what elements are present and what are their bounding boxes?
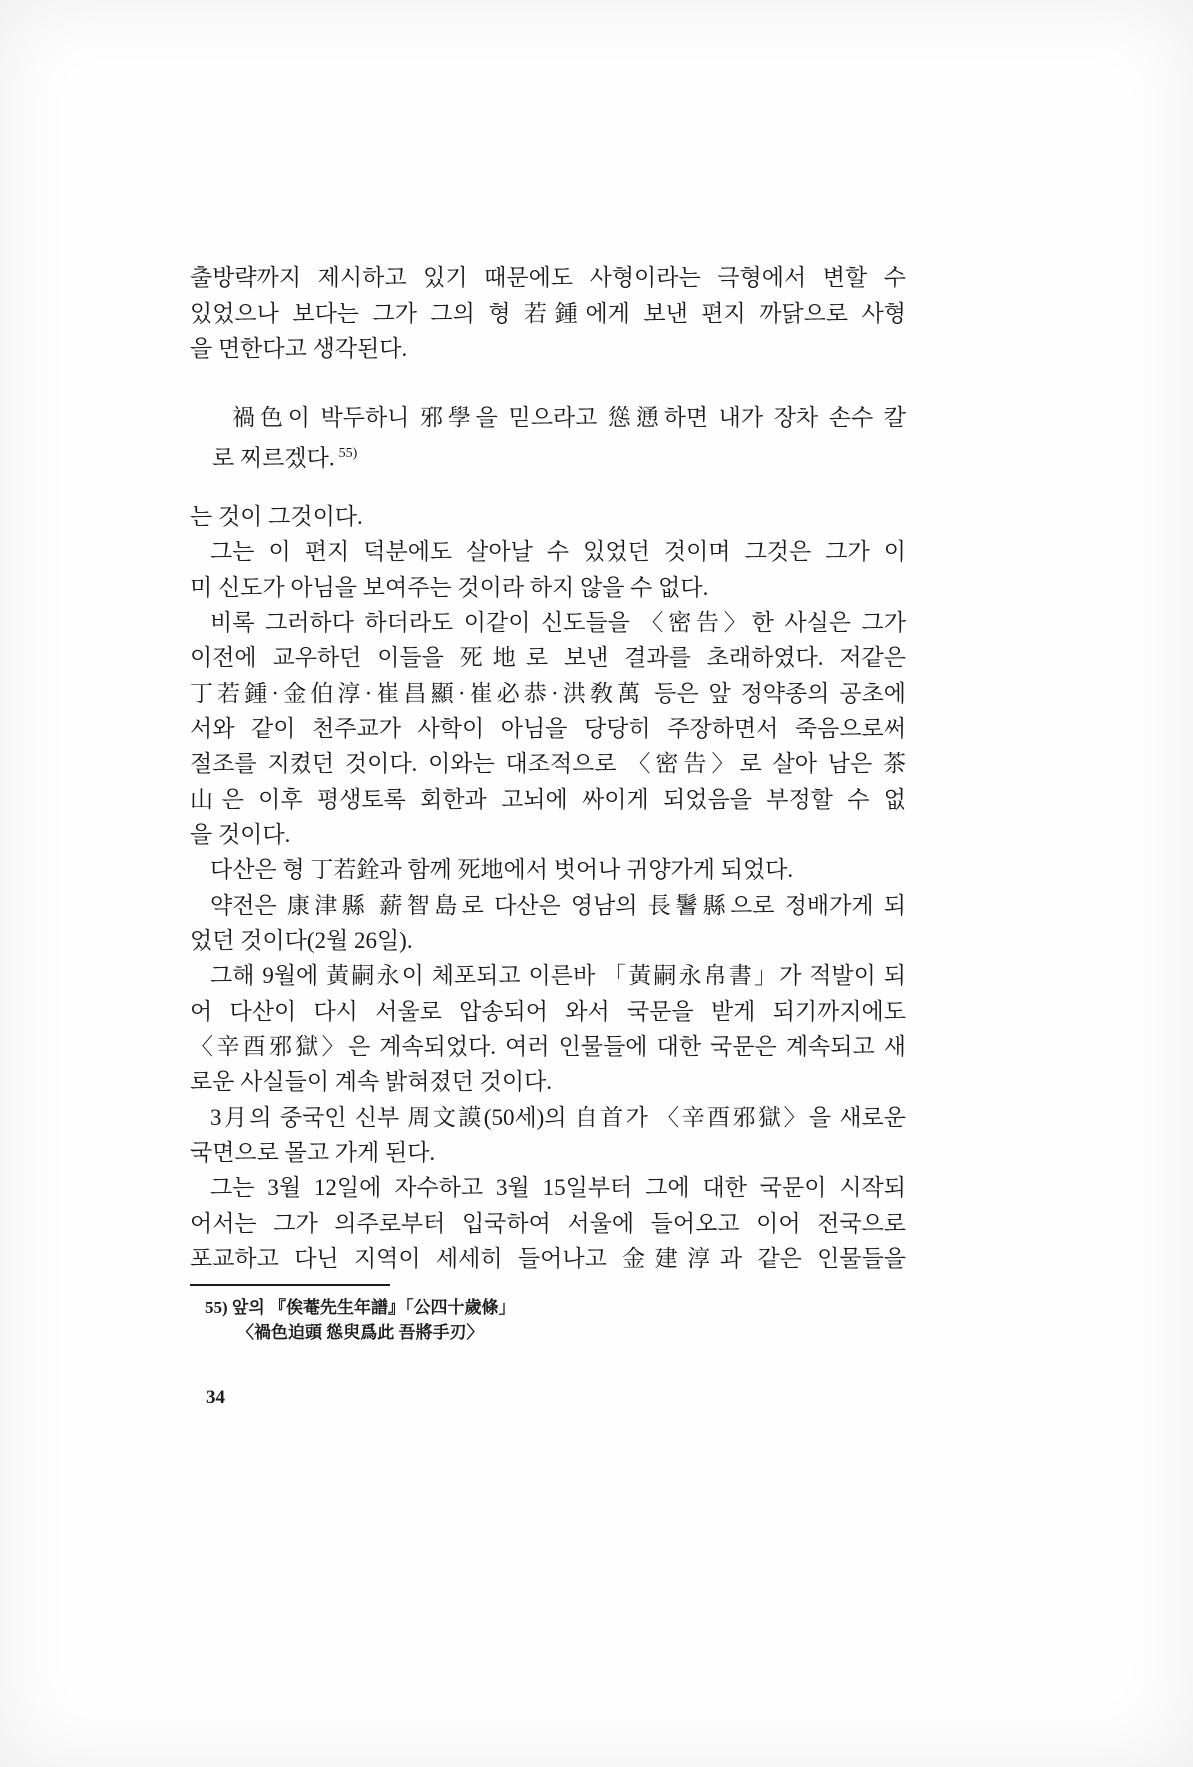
body-line: 었던 것이다(2월 26일). (190, 927, 413, 953)
footnote-reference: 55) (338, 445, 358, 461)
body-line: 丁若鍾·金伯淳·崔昌顯·崔必恭·洪敎萬 등은 앞 정약종의 공초에 (190, 680, 906, 706)
body-line: 는 것이 그것이다. (190, 504, 363, 529)
body-line: 로운 사실들이 계속 밝혀졌던 것이다. (190, 1069, 553, 1095)
main-text (190, 499, 906, 1276)
body-line: 어 다산이 다시 서울로 압송되어 와서 국문을 받게 되기까지에도 (190, 998, 906, 1024)
body-line: 국면으로 몰고 가게 된다. (190, 1139, 436, 1165)
paragraph-continued (190, 260, 906, 367)
body-line: 이전에 교우하던 이들을 死地로 보낸 결과를 초래하였다. 저같은 (190, 645, 906, 671)
footnote-line: 55) 앞의 『俟菴先生年譜』「公四十歲條」 (205, 1298, 516, 1317)
body-line: 山은 이후 평생토록 회한과 고뇌에 싸이게 되었음을 부정할 수 없 (190, 786, 906, 812)
quote-line-with-ref (212, 436, 906, 476)
body-line: 그해 9월에 黃嗣永이 체포되고 이른바 「黃嗣永帛書」가 적발이 되 (210, 963, 906, 989)
footnote-line: 〈禍色迫頭 慫臾爲此 吾將手刃〉 (237, 1323, 484, 1342)
body-line: 〈辛酉邪獄〉은 계속되었다. 여러 인물들에 대한 국문은 계속되고 새 (190, 1033, 906, 1059)
body-line: 서와 같이 천주교가 사학이 아님을 당당히 주장하면서 죽음으로써 (190, 715, 906, 741)
body-line: 어서는 그가 의주로부터 입국하여 서울에 들어오고 이어 전국으로 (190, 1210, 906, 1236)
body-line: 포교하고 다닌 지역이 세세히 들어나고 金建淳과 같은 인물들을 (190, 1245, 906, 1271)
body-line: 3月의 중국인 신부 周文謨(50세)의 自首가 〈辛酉邪獄〉을 새로운 (210, 1104, 906, 1130)
body-line: 약전은 康津縣 薪智島로 다산은 영남의 長鬐縣으로 정배가게 되 (210, 892, 906, 918)
body-line: 있었으나 보다는 그가 그의 형 若鍾에게 보낸 편지 까닭으로 사형 (190, 300, 906, 326)
body-line: 을 면한다고 생각된다. (190, 336, 408, 361)
body-line: 절조를 지켰던 것이다. 이와는 대조적으로 〈密告〉로 살아 남은 茶 (190, 751, 906, 777)
body-line: 출방략까지 제시하고 있기 때문에도 사형이라는 극형에서 변할 수 (190, 265, 906, 290)
body-line: 다산은 형 丁若銓과 함께 死地에서 벗어나 귀양가게 되었다. (210, 857, 794, 883)
body-line: 미 신도가 아님을 보여주는 것이라 하지 않을 수 없다. (190, 574, 709, 600)
body-line: 비록 그러하다 하더라도 이같이 신도들을 〈密告〉한 사실은 그가 (210, 609, 906, 635)
footnote-divider (190, 1284, 390, 1286)
body-line: 그는 이 편지 덕분에도 살아날 수 있었던 것이며 그것은 그가 이 (210, 539, 906, 565)
block-quote (212, 400, 906, 476)
body-line: 을 것이다. (190, 821, 291, 847)
body-line: 그는 3월 12일에 자수하고 3월 15일부터 그에 대한 국문이 시작되 (210, 1175, 906, 1201)
quote-line: 禍色이 박두하니 邪學을 믿으라고 慫慂하면 내가 장차 손수 칼 (232, 405, 906, 430)
page-number: 34 (206, 1387, 225, 1408)
quote-line: 로 찌르겠다. (212, 445, 335, 471)
